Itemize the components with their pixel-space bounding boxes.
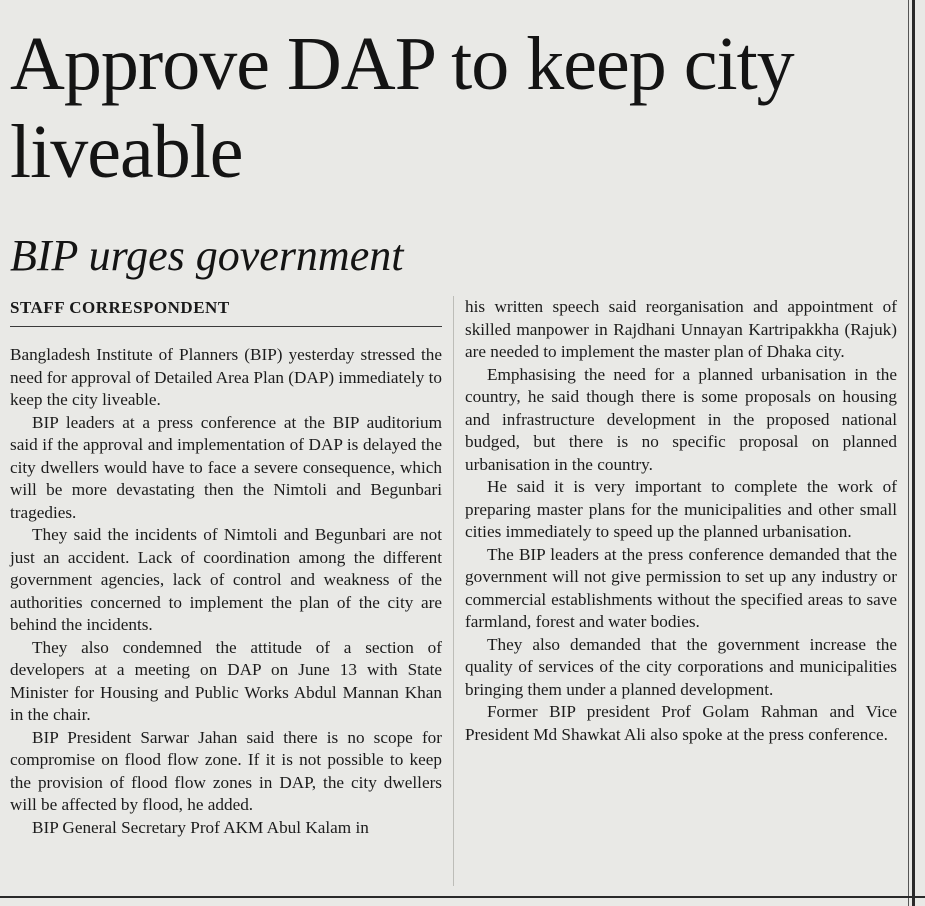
column-divider	[453, 296, 454, 886]
paragraph-left-3: They said the incidents of Nimtoli and Begunbari are not just an accident. Lack of coordination among the different government agencies, lack of control and weakness of the authorities concerned to implement the plan of the city are behind the incidents.	[10, 525, 442, 634]
byline-rule	[10, 326, 442, 327]
page-edge-rule-thin	[908, 0, 909, 906]
paragraph-right-5: They also demanded that the government increase the quality of services of the city corporations and municipalities bringing them under a planned development.	[465, 634, 897, 699]
subheadline: BIP urges government	[10, 231, 404, 280]
paragraph-right-2: Emphasising the need for a planned urbanisation in the country, he said though there is some proposals on housing and infrastructure development in the proposed national budged, but there is no specific proposal on planned urbanisation in the country.	[465, 364, 897, 474]
paragraph-right-4: The BIP leaders at the press conference demanded that the government will not give permission to set up any industry or commercial establishments without the specified areas to save farmland, forest and water bodies.	[465, 544, 897, 631]
page-bottom-rule	[0, 896, 925, 898]
byline: STAFF CORRESPONDENT	[10, 298, 230, 317]
paragraph-right-6: Former BIP president Prof Golam Rahman and Vice President Md Shawkat Ali also spoke at the press conference.	[465, 702, 897, 744]
right-column	[465, 296, 897, 746]
paragraph-left-4: They also condemned the attitude of a section of developers at a meeting on DAP on June 13 with State Minister for Housing and Public Works Abdul Mannan Khan in the chair.	[10, 637, 442, 724]
paragraph-left-6: BIP General Secretary Prof AKM Abul Kalam in	[32, 817, 369, 837]
headline: Approve DAP to keep city liveable	[10, 22, 794, 194]
left-column	[10, 344, 442, 839]
paragraph-right-1: his written speech said reorganisation and appointment of skilled manpower in Rajdhani Unnayan Kartripakkha (Rajuk) are needed to implement the master plan of Dhaka city.	[465, 297, 897, 361]
paragraph-left-5: BIP President Sarwar Jahan said there is no scope for compromise on flood flow zone. If it is not possible to keep the provision of flood flow zones in DAP, the city dwellers will be affected by flood, he added.	[10, 727, 442, 814]
paragraph-left-1: Bangladesh Institute of Planners (BIP) yesterday stressed the need for approval of Detailed Area Plan (DAP) immediately to keep the city liveable.	[10, 345, 442, 409]
page-edge-rule	[912, 0, 915, 906]
paragraph-right-3: He said it is very important to complete the work of preparing master plans for the municipalities and other small cities immediately to speed up the planned urbanisation.	[465, 477, 897, 541]
paragraph-left-2: BIP leaders at a press conference at the BIP auditorium said if the approval and implementation of DAP is delayed the city dwellers would have to face a severe consequence, which will be more devastating then the Nimtoli and Begunbari tragedies.	[10, 412, 442, 522]
